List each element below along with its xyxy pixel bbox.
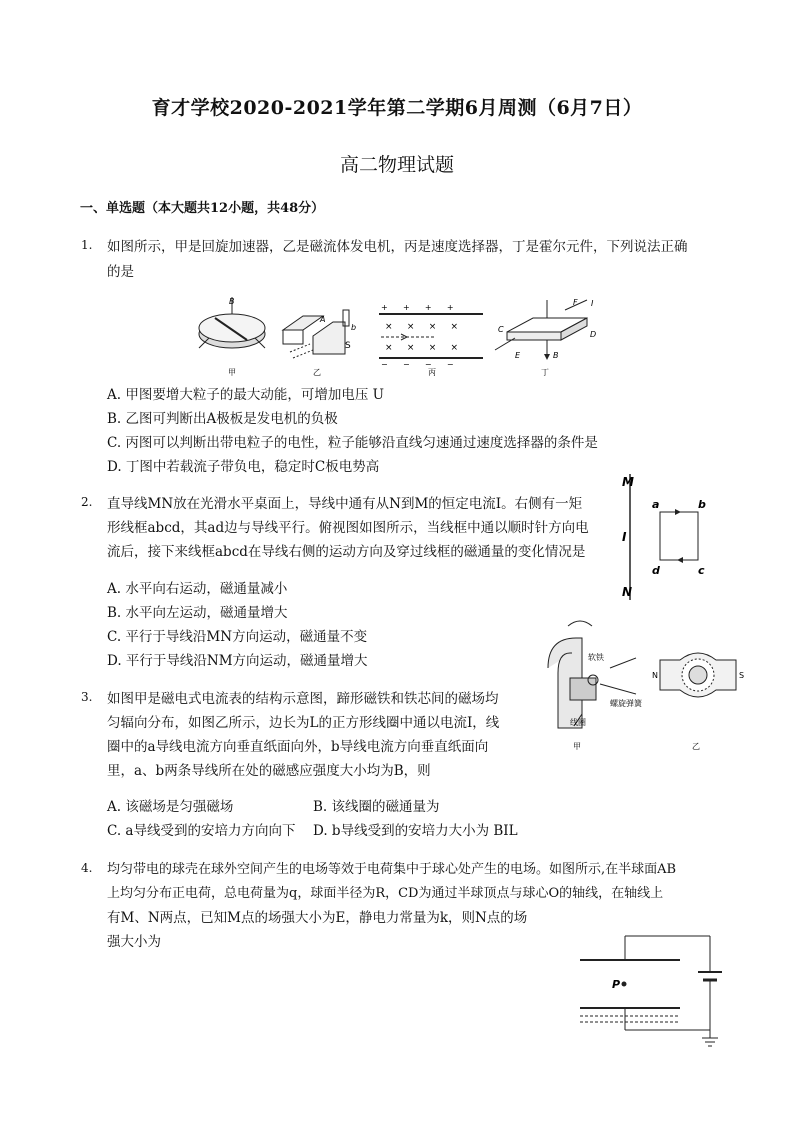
svg-text:× × × ×: × × × × xyxy=(385,322,459,332)
q4-stem-line3: 有M、N两点，已知M点的场强大小为E，静电力常量为k，则N点的场 xyxy=(107,910,528,926)
q2-number: 2. xyxy=(81,495,93,509)
fig-label-A: A xyxy=(320,315,326,324)
fig-label-F: F xyxy=(573,298,578,307)
page-title: 育才学校2020-2021学年第二学期6月周测（6月7日） xyxy=(151,97,643,119)
q1-number: 1. xyxy=(81,238,93,252)
q3-stem-line4: 里，a、b两条导线所在处的磁感应强度大小均为B，则 xyxy=(107,763,431,779)
fig-label-S: S xyxy=(345,341,351,351)
svg-text:× × × ×: × × × × xyxy=(385,343,459,353)
q2-option-b: B. 水平向左运动，磁通量增大 xyxy=(107,605,288,621)
q2-option-a: A. 水平向右运动，磁通量减小 xyxy=(107,581,288,597)
q2-option-c: C. 平行于导线沿MN方向运动，磁通量不变 xyxy=(107,629,368,645)
hall-element-diagram xyxy=(495,300,587,360)
q1-stem-line1: 如图所示，甲是回旋加速器，乙是磁流体发电机，丙是速度选择器，丁是霍尔元件，下列说法正确 xyxy=(107,239,688,255)
label-P: P xyxy=(612,978,621,991)
svg-text:+ + + +: + + + + xyxy=(381,303,454,312)
q2-stem-line3: 流后，接下来线框abcd在导线右侧的运动方向及穿过线框的磁通量的变化情况是 xyxy=(107,544,586,560)
velocity-selector-diagram xyxy=(379,303,483,369)
q3-figure xyxy=(540,618,745,753)
label-d: d xyxy=(652,564,660,577)
q3-stem-line2: 匀辐向分布，如图乙所示，边长为L的正方形线圈中通以电流I，线 xyxy=(107,715,500,731)
mhd-generator-diagram xyxy=(283,310,349,358)
q3-option-d: D. b导线受到的安培力大小为 BIL xyxy=(313,823,518,839)
fig-label-B: B xyxy=(229,297,235,306)
label-N: N xyxy=(622,585,633,599)
label-xianquan: 线圈 xyxy=(570,718,586,727)
q4-stem-line4: 强大小为 xyxy=(107,934,161,950)
label-ruantie: 软铁 xyxy=(588,653,604,662)
q2-figure xyxy=(612,468,722,603)
label-yi: 乙 xyxy=(692,742,700,751)
q1-option-b: B. 乙图可判断出A极板是发电机的负极 xyxy=(107,411,338,427)
label-b: b xyxy=(698,498,706,511)
q2-stem-line2: 形线框abcd，其ad边与导线平行。俯视图如图所示，当线框中通以顺时针方向电 xyxy=(107,520,589,536)
q3-option-c: C. a导线受到的安培力方向向下 xyxy=(107,823,296,839)
q2-stem-line1: 直导线MN放在光滑水平桌面上，导线中通有从N到M的恒定电流I。右侧有一矩 xyxy=(107,496,583,512)
fig-label-bing: 丙 xyxy=(428,368,436,377)
svg-text:− − − −: − − − − xyxy=(381,360,454,369)
q1-option-a: A. 甲图要增大粒子的最大动能，可增加电压 U xyxy=(107,387,384,403)
fig-label-b: b xyxy=(351,323,357,332)
point-P xyxy=(622,982,627,987)
q3-number: 3. xyxy=(81,690,93,704)
q1-stem-line2: 的是 xyxy=(107,264,134,280)
fig-label-jia: 甲 xyxy=(228,368,236,377)
label-M: M xyxy=(622,475,634,489)
fig-label-E: E xyxy=(515,351,521,360)
radial-field-diagram xyxy=(660,653,736,697)
rect-loop xyxy=(660,512,698,560)
q1-figure xyxy=(195,292,615,380)
q4-stem-line1: 均匀带电的球壳在球外空间产生的电场等效于电荷集中于球心处产生的电场。如图所示,在半球面AB xyxy=(107,862,677,877)
fig-label-I: I xyxy=(591,299,594,308)
label-I: I xyxy=(622,530,627,544)
q3-stem-line1: 如图甲是磁电式电流表的结构示意图，蹄形磁铁和铁芯间的磁场均 xyxy=(107,691,499,707)
q1-option-d: D. 丁图中若载流子带负电，稳定时C板电势高 xyxy=(107,459,380,475)
label-N-pole: N xyxy=(652,671,658,680)
q4-number: 4. xyxy=(81,861,93,875)
fig-label-B2: B xyxy=(553,351,559,360)
q3-option-b: B. 该线圈的磁通量为 xyxy=(313,799,440,815)
label-jia: 甲 xyxy=(573,742,581,751)
page-subtitle: 高二物理试题 xyxy=(339,154,454,176)
fig-label-yi: 乙 xyxy=(313,368,321,377)
fig-label-C: C xyxy=(498,325,504,334)
q2-option-d: D. 平行于导线沿NM方向运动，磁通量增大 xyxy=(107,653,368,669)
section-heading: 一、单选题（本大题共12小题，共48分） xyxy=(80,201,325,216)
label-c: c xyxy=(698,564,705,577)
q3-option-a: A. 该磁场是匀强磁场 xyxy=(107,799,234,815)
galvanometer-diagram xyxy=(548,621,636,728)
label-luoxuan: 螺旋弹簧 xyxy=(610,699,642,708)
q1-option-c: C. 丙图可以判断出带电粒子的电性，粒子能够沿直线匀速通过速度选择器的条件是 xyxy=(107,435,598,451)
label-a: a xyxy=(652,498,660,511)
q3-stem-line3: 圈中的a导线电流方向垂直纸面向外，b导线电流方向垂直纸面向 xyxy=(107,739,489,755)
fig-label-D: D xyxy=(590,330,597,339)
q4-stem-line2: 上均匀分布正电荷，总电荷量为q，球面半径为R，CD为通过半球顶点与球心O的轴线，在轴线上 xyxy=(107,886,664,901)
fig-label-ding: 丁 xyxy=(541,368,549,377)
q4-capacitor-figure xyxy=(570,930,730,1050)
label-S-pole: S xyxy=(739,671,745,680)
